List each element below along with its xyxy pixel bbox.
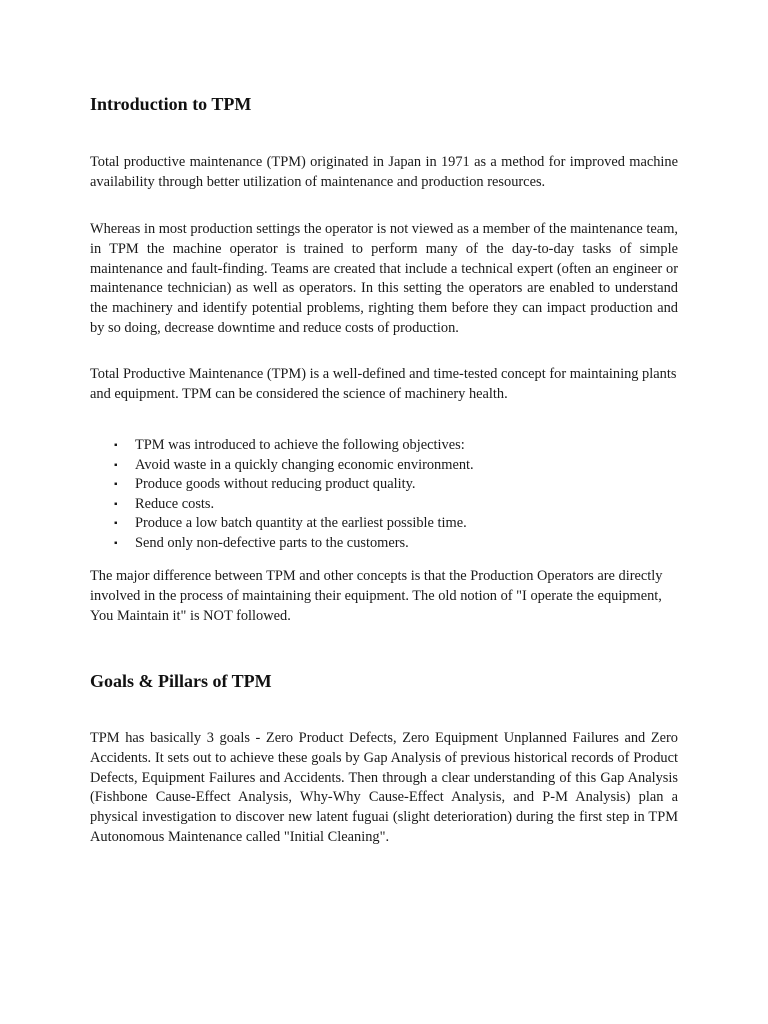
bullet-icon: ▪ — [114, 459, 118, 471]
bullet-icon: ▪ — [114, 479, 118, 491]
list-item: ▪ Send only non-defective parts to the customers. — [90, 534, 678, 554]
intro-paragraph-1: Total productive maintenance (TPM) originated in Japan in 1971 as a method for improved machine availability through better utilization of maintenance and production resources. — [90, 154, 678, 190]
section-heading-goals: Goals & Pillars of TPM — [90, 671, 272, 691]
section-heading-intro: Introduction to TPM — [90, 94, 252, 114]
bullet-icon: ▪ — [114, 498, 118, 510]
goals-paragraph-1: TPM has basically 3 goals - Zero Product Defects, Zero Equipment Unplanned Failures and Zero Accidents. It sets out to achieve these goals by Gap Analysis of previous historical records of Product Defects, Equipment Failures and Accidents. Then through a clear understanding of this Gap Analysis (Fishbone Cause-Effect Analysis, Why-Why Cause-Effect Analysis, and P-M Analysis) plan a physical investigation to discover new latent fuguai (slight deterioration) during the first step in TPM Autonomous Maintenance called "Initial Cleaning". — [90, 730, 678, 845]
list-item: ▪ TPM was introduced to achieve the following objectives: — [90, 436, 678, 456]
intro-paragraph-2: Whereas in most production settings the operator is not viewed as a member of the maintenance team, in TPM the machine operator is trained to perform many of the day-to-day tasks of simple maintenance and fault-finding. Teams are created that include a technical expert (often an engineer or maintenance technician) as well as operators. In this setting the operators are enabled to understand the machinery and identify potential problems, righting them before they can impact production and by so doing, decrease downtime and reduce costs of production. — [90, 221, 678, 336]
list-item: ▪ Produce goods without reducing product quality. — [90, 475, 678, 495]
bullet-icon: ▪ — [114, 440, 118, 451]
list-item: ▪ Reduce costs. — [90, 495, 678, 515]
intro-paragraph-4: The major difference between TPM and other concepts is that the Production Operators are directly involved in the process of maintaining their equipment. The old notion of "I operate the equipment, You Maintain it" is NOT followed. — [90, 568, 663, 624]
bullet-icon: ▪ — [114, 537, 118, 549]
list-item: ▪ Avoid waste in a quickly changing economic environment. — [90, 456, 678, 476]
bullet-icon: ▪ — [114, 518, 118, 530]
list-item: ▪ Produce a low batch quantity at the earliest possible time. — [90, 514, 678, 534]
intro-paragraph-3: Total Productive Maintenance (TPM) is a well-defined and time-tested concept for maintaining plants and equipment. TPM can be considered the science of machinery health. — [90, 366, 677, 402]
objectives-list — [90, 436, 678, 554]
